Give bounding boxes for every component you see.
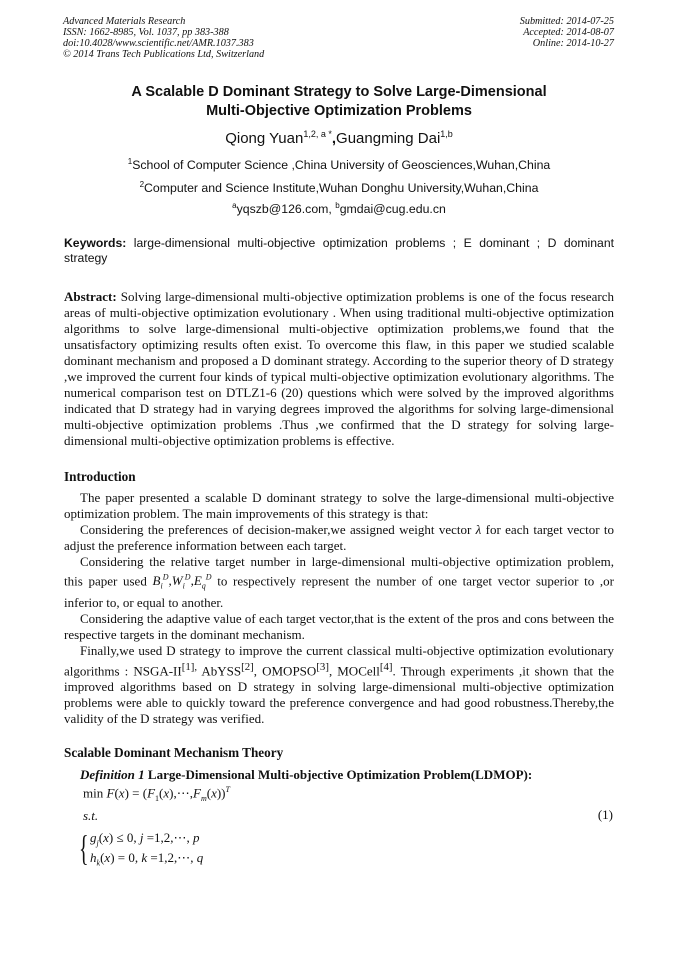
author-1: Qiong Yuan [225,130,304,147]
affiliation-2: $^2$Computer and Science Institute,Wuhan Donghu University,Wuhan,China [139,180,539,195]
equation-inequality: $g_j(x) \le 0$, j =1,2,⋯, p [90,830,200,848]
lambda-symbol: λ [475,522,482,537]
email-b: gmdai@cug.edu.cn [339,202,446,216]
affiliation-1: $^1$School of Computer Science ,China University of Geosciences,Wuhan,China [127,157,551,172]
submitted-date: Submitted: 2014-07-25 [519,16,614,27]
ref-3: [3] [316,660,329,673]
author-line: Qiong Yuan$^{1,2, a *}$,Guangming Dai$^{1,b}$ [225,129,453,147]
journal-name: Advanced Materials Research [63,16,186,27]
author-2-affil: 1,b [440,129,453,139]
section-heading-sdm: Scalable Dominant Mechanism Theory [64,745,284,760]
keywords-text: large-dimensional multi-objective optimization problems ; E dominant ; D dominant strategy [64,236,614,265]
abstract-label: Abstract: [64,289,117,304]
ref-1: [1], [181,660,198,673]
issn-line: ISSN: 1662-8985, Vol. 1037, pp 383-388 [63,27,229,38]
accepted-date: Accepted: 2014-08-07 [523,27,614,38]
author-emails: $^a$yqszb@126.com, $^b$gmdai@cug.edu.cn [232,201,446,216]
equation-number: (1) [597,807,613,822]
equation-equality: $h_k(x) = 0$, k =1,2,⋯, q [90,850,204,868]
bwe-formula: $B_i^D,W_i^D,E_q^D$ [152,573,212,591]
definition-title: Large-Dimensional Multi-objective Optimization Problem(LDMOP): [144,767,533,782]
keywords [64,236,614,266]
ref-2: [2] [241,660,254,673]
equation-objective: $\min F(x) = (F_1(x),\cdots,F_m(x))^T$ [83,785,230,803]
journal-header [63,16,264,60]
equation-st: s.t. [83,808,99,823]
intro-paragraph: Considering the preferences of decision-maker,we assigned weight vector λ for each target vector to adjust the preference information between each target. [64,522,614,553]
intro-paragraph: The paper presented a scalable D dominant strategy to solve the large-dimensional multi-objective optimization problem. The main improvements of this strategy is that: [64,490,614,521]
paper-title: A Scalable D Dominant Strategy to Solve Large-Dimensional Multi-Objective Optimization Problems [131,84,547,119]
ref-4: [4] [379,660,393,673]
keywords-label: Keywords: [64,236,127,250]
intro-paragraph: Considering the relative target number in large-dimensional multi-objective optimization problem, this paper used $B_i^D,W_i^D,E_q^D$ to respectively represent the number of one target vector superior to ,or inferior to, or equal to another. [64,554,614,610]
definition-1 [80,767,532,783]
copyright-line: © 2014 Trans Tech Publications Ltd, Switzerland [63,49,265,60]
email-a: yqszb@126.com, [236,202,336,216]
definition-label: Definition 1 [80,767,145,782]
author-1-affil: 1,2, a * [303,129,332,139]
brace-symbol: { [79,828,89,868]
dates-header [520,16,614,49]
intro-paragraph: Considering the adaptive value of each target vector,that is the extent of the pros and cons between the respective targets in the dominant mechanism. [64,610,614,642]
introduction-body [64,490,614,727]
abstract [64,289,614,449]
intro-paragraph: Finally,we used D strategy to improve the current classical multi-objective optimization evolutionary algorithms : NSGA-$II^{[1],}$ AbYSS[2], OMOPSO[3], MOCell[4]. Through experiments ,it shown that the improved algorithms based on D strategy in solving large-dimensional multi-objective optimization problems were able to quickly toward the preference convergence and had good robustness.Thereby,the validity of the D strategy was verified. [64,642,614,727]
author-2: Guangming Dai [336,130,441,147]
doi-line: doi:10.4028/www.scientific.net/AMR.1037.383 [63,38,254,49]
online-date: Online: 2014-10-27 [532,38,614,49]
introduction-heading: Introduction [64,469,136,484]
abstract-text: Solving large-dimensional multi-objective optimization problems is one of the focus research areas of multi-objective optimization evolutionary . When using traditional multi-objective optimization algorithms to solve large-dimensional multi-objective optimization problems,we found that the unsatisfactory optimizing results often exist. To overcome this flaw, in this paper we studied scalable dominant mechanism and proposed a D dominant strategy. According to the superior theory of D strategy ,we improved the current four kinds of typical multi-objective optimization evolutionary algorithms. The numerical comparison test on DTLZ1-6 (20) questions which were solved by the improved algorithms indicated that D strategy had in varying degrees improved the algorithms for solving large-dimensional multi-objective optimization problems .Thus ,we confirmed that the D strategy for solving large-dimensional multi-objective optimization problems is effective. [64,289,614,448]
